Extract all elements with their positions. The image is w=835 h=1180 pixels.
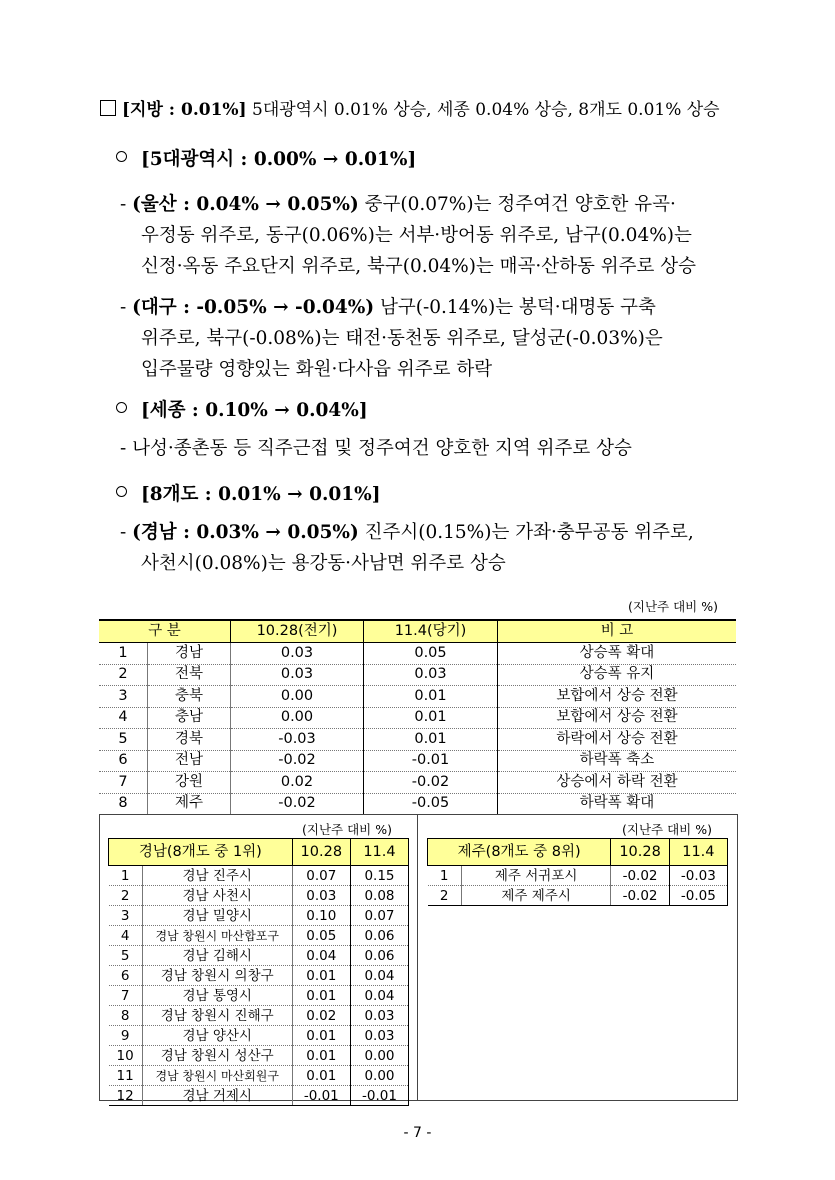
current-value: 0.01 xyxy=(364,686,498,708)
daegu-line-1: - (대구 : -0.05% → -0.04%) 남구(-0.14%)는 봉덕·대명동 구축 xyxy=(120,297,656,318)
district: 경남 거제시 xyxy=(142,1086,292,1106)
current-value: -0.05 xyxy=(669,886,727,906)
metro-heading: [5대광역시 : 0.00% → 0.01%] xyxy=(141,149,417,170)
previous-value: 0.01 xyxy=(292,966,350,986)
metro-heading-line xyxy=(116,148,416,172)
current-value: -0.02 xyxy=(364,772,498,794)
sub-header-previous: 10.28 xyxy=(292,839,350,866)
previous-value: 0.05 xyxy=(292,926,350,946)
row-number: 8 xyxy=(99,793,148,815)
current-value: 0.15 xyxy=(350,866,408,886)
table-row xyxy=(109,926,409,946)
table-row xyxy=(109,866,409,886)
table-row xyxy=(109,986,409,1006)
gyeongnam-line-1: - (경남 : 0.03% → 0.05%) 진주시(0.15%)는 가좌·충무공동 위주로, xyxy=(120,522,694,543)
bullet-circle-icon xyxy=(116,486,127,497)
remark: 하락폭 축소 xyxy=(498,750,737,772)
daegu-line1-rest: 남구(-0.14%)는 봉덕·대명동 구축 xyxy=(380,297,656,318)
table-row xyxy=(109,906,409,926)
sub-header-row xyxy=(428,839,728,866)
sub-header-current: 11.4 xyxy=(669,839,727,866)
district: 경남 창원시 진해구 xyxy=(142,1006,292,1026)
district: 경남 김해시 xyxy=(142,946,292,966)
current-value: 0.07 xyxy=(350,906,408,926)
sejong-text: 나성·종촌동 등 직주근접 및 정주여건 양호한 지역 위주로 상승 xyxy=(132,438,632,459)
district: 경남 진주시 xyxy=(142,866,292,886)
previous-value: 0.07 xyxy=(292,866,350,886)
previous-value: 0.01 xyxy=(292,1026,350,1046)
current-value: 0.01 xyxy=(364,729,498,751)
daegu-bold: (대구 : -0.05% → -0.04%) xyxy=(132,297,375,318)
previous-value: 0.02 xyxy=(292,1006,350,1026)
district: 경남 사천시 xyxy=(142,886,292,906)
previous-value: 0.03 xyxy=(292,886,350,906)
gyeongnam-line-2: 사천시(0.08%)는 용강동·사남면 위주로 상승 xyxy=(141,553,506,574)
region: 경남 xyxy=(148,643,231,665)
table-row xyxy=(99,750,736,772)
previous-value: 0.01 xyxy=(292,1066,350,1086)
table-row xyxy=(109,1066,409,1086)
previous-value: 0.01 xyxy=(292,986,350,1006)
sub-header-title: 제주(8개도 중 8위) xyxy=(428,839,611,866)
row-number: 1 xyxy=(428,866,462,886)
previous-value: 0.10 xyxy=(292,906,350,926)
sejong-heading-line xyxy=(116,399,368,423)
row-number: 3 xyxy=(109,906,143,926)
previous-value: -0.02 xyxy=(611,886,669,906)
row-number: 2 xyxy=(109,886,143,906)
ulsan-line-1: - (울산 : 0.04% → 0.05%) 중구(0.07%)는 정주여건 양호한 유곡· xyxy=(120,194,676,215)
previous-value: 0.03 xyxy=(231,664,364,686)
ulsan-line1-rest: 중구(0.07%)는 정주여건 양호한 유곡· xyxy=(364,194,676,215)
sub-header-row xyxy=(109,839,409,866)
table-row xyxy=(99,686,736,708)
current-value: -0.01 xyxy=(364,750,498,772)
table-header-row xyxy=(99,620,736,643)
district: 경남 창원시 마산회원구 xyxy=(142,1066,292,1086)
current-value: 0.08 xyxy=(350,886,408,906)
provinces-heading: [8개도 : 0.01% → 0.01%] xyxy=(141,484,381,505)
table-row xyxy=(99,793,736,815)
sejong-line-1: - 나성·종촌동 등 직주근접 및 정주여건 양호한 지역 위주로 상승 xyxy=(120,438,632,459)
table-row xyxy=(99,664,736,686)
sub-tables-divider xyxy=(417,814,418,1100)
table-row xyxy=(109,1086,409,1106)
remark: 상승에서 하락 전환 xyxy=(498,772,737,794)
district: 제주 제주시 xyxy=(461,886,610,906)
region: 전북 xyxy=(148,664,231,686)
current-value: 0.03 xyxy=(364,664,498,686)
current-value: 0.06 xyxy=(350,946,408,966)
current-value: 0.00 xyxy=(350,1046,408,1066)
previous-value: 0.01 xyxy=(292,1046,350,1066)
row-number: 5 xyxy=(109,946,143,966)
current-value: -0.01 xyxy=(350,1086,408,1106)
row-number: 3 xyxy=(99,686,148,708)
table-row xyxy=(99,772,736,794)
district: 경남 밀양시 xyxy=(142,906,292,926)
current-value: 0.03 xyxy=(350,1026,408,1046)
section-header-text: 5대광역시 0.01% 상승, 세종 0.04% 상승, 8개도 0.01% 상승 xyxy=(246,100,720,120)
row-number: 7 xyxy=(109,986,143,1006)
previous-value: -0.03 xyxy=(231,729,364,751)
current-value: 0.03 xyxy=(350,1006,408,1026)
ulsan-bold: (울산 : 0.04% → 0.05%) xyxy=(132,194,359,215)
previous-value: -0.02 xyxy=(611,866,669,886)
remark: 보합에서 상승 전환 xyxy=(498,707,737,729)
district: 제주 서귀포시 xyxy=(461,866,610,886)
header-current: 11.4(당기) xyxy=(364,620,498,643)
table-row xyxy=(109,966,409,986)
region: 충북 xyxy=(148,686,231,708)
row-number: 5 xyxy=(99,729,148,751)
district: 경남 양산시 xyxy=(142,1026,292,1046)
ulsan-line-3: 신정·옥동 주요단지 위주로, 북구(0.04%)는 매곡·산하동 위주로 상승 xyxy=(141,256,697,277)
district: 경남 통영시 xyxy=(142,986,292,1006)
gyeongnam-line1-rest: 진주시(0.15%)는 가좌·충무공동 위주로, xyxy=(364,522,694,543)
current-value: 0.04 xyxy=(350,966,408,986)
row-number: 4 xyxy=(109,926,143,946)
main-table-unit: (지난주 대비 %) xyxy=(628,599,718,614)
row-number: 1 xyxy=(99,643,148,665)
current-value: -0.03 xyxy=(669,866,727,886)
row-number: 4 xyxy=(99,707,148,729)
row-number: 8 xyxy=(109,1006,143,1026)
previous-value: 0.04 xyxy=(292,946,350,966)
previous-value: 0.03 xyxy=(231,643,364,665)
row-number: 6 xyxy=(109,966,143,986)
header-previous: 10.28(전기) xyxy=(231,620,364,643)
current-value: 0.05 xyxy=(364,643,498,665)
table-row xyxy=(428,886,728,906)
remark: 하락에서 상승 전환 xyxy=(498,729,737,751)
sub-header-previous: 10.28 xyxy=(611,839,669,866)
row-number: 6 xyxy=(99,750,148,772)
checkbox-square-icon xyxy=(100,100,116,116)
district: 경남 창원시 마산합포구 xyxy=(142,926,292,946)
current-value: -0.05 xyxy=(364,793,498,815)
row-number: 1 xyxy=(109,866,143,886)
bullet-circle-icon xyxy=(116,402,127,413)
ulsan-line-2: 우정동 위주로, 동구(0.06%)는 서부·방어동 위주로, 남구(0.04%)는 xyxy=(141,225,692,246)
previous-value: -0.02 xyxy=(231,793,364,815)
table-row xyxy=(109,886,409,906)
current-value: 0.01 xyxy=(364,707,498,729)
table-row xyxy=(109,1026,409,1046)
row-number: 2 xyxy=(99,664,148,686)
table-row xyxy=(109,1046,409,1066)
section-header xyxy=(100,98,720,122)
bullet-circle-icon xyxy=(116,151,127,162)
current-value: 0.00 xyxy=(350,1066,408,1086)
province-table xyxy=(99,619,736,815)
table-row xyxy=(99,707,736,729)
district: 경남 창원시 성산구 xyxy=(142,1046,292,1066)
page-number: - 7 - xyxy=(403,1125,432,1141)
remark: 보합에서 상승 전환 xyxy=(498,686,737,708)
jeju-table-unit: (지난주 대비 %) xyxy=(622,822,712,837)
table-row xyxy=(109,946,409,966)
previous-value: 0.00 xyxy=(231,686,364,708)
sejong-heading: [세종 : 0.10% → 0.04%] xyxy=(141,400,368,421)
current-value: 0.04 xyxy=(350,986,408,1006)
sub-header-current: 11.4 xyxy=(350,839,408,866)
row-number: 9 xyxy=(109,1026,143,1046)
row-number: 11 xyxy=(109,1066,143,1086)
sub-header-title: 경남(8개도 중 1위) xyxy=(109,839,293,866)
previous-value: -0.02 xyxy=(231,750,364,772)
remark: 상승폭 확대 xyxy=(498,643,737,665)
region: 강원 xyxy=(148,772,231,794)
header-remarks: 비 고 xyxy=(498,620,737,643)
table-row xyxy=(109,1006,409,1026)
previous-value: 0.02 xyxy=(231,772,364,794)
table-row xyxy=(99,643,736,665)
row-number: 7 xyxy=(99,772,148,794)
section-header-bold: [지방 : 0.01%] xyxy=(122,100,247,120)
row-number: 2 xyxy=(428,886,462,906)
remark: 상승폭 유지 xyxy=(498,664,737,686)
gyeongnam-bold: (경남 : 0.03% → 0.05%) xyxy=(132,522,359,543)
gyeongnam-table xyxy=(108,838,409,1106)
daegu-line-3: 입주물량 영향있는 화원·다사읍 위주로 하락 xyxy=(141,359,493,380)
daegu-line-2: 위주로, 북구(-0.08%)는 태전·동천동 위주로, 달성군(-0.03%)은 xyxy=(141,328,663,349)
previous-value: 0.00 xyxy=(231,707,364,729)
header-category: 구 분 xyxy=(99,620,231,643)
gyeongnam-table-unit: (지난주 대비 %) xyxy=(302,822,392,837)
jeju-table xyxy=(427,838,728,906)
region: 전남 xyxy=(148,750,231,772)
current-value: 0.06 xyxy=(350,926,408,946)
region: 충남 xyxy=(148,707,231,729)
previous-value: -0.01 xyxy=(292,1086,350,1106)
provinces-heading-line xyxy=(116,483,381,507)
row-number: 10 xyxy=(109,1046,143,1066)
region: 제주 xyxy=(148,793,231,815)
remark: 하락폭 확대 xyxy=(498,793,737,815)
row-number: 12 xyxy=(109,1086,143,1106)
table-row xyxy=(99,729,736,751)
district: 경남 창원시 의창구 xyxy=(142,966,292,986)
table-row xyxy=(428,866,728,886)
region: 경북 xyxy=(148,729,231,751)
